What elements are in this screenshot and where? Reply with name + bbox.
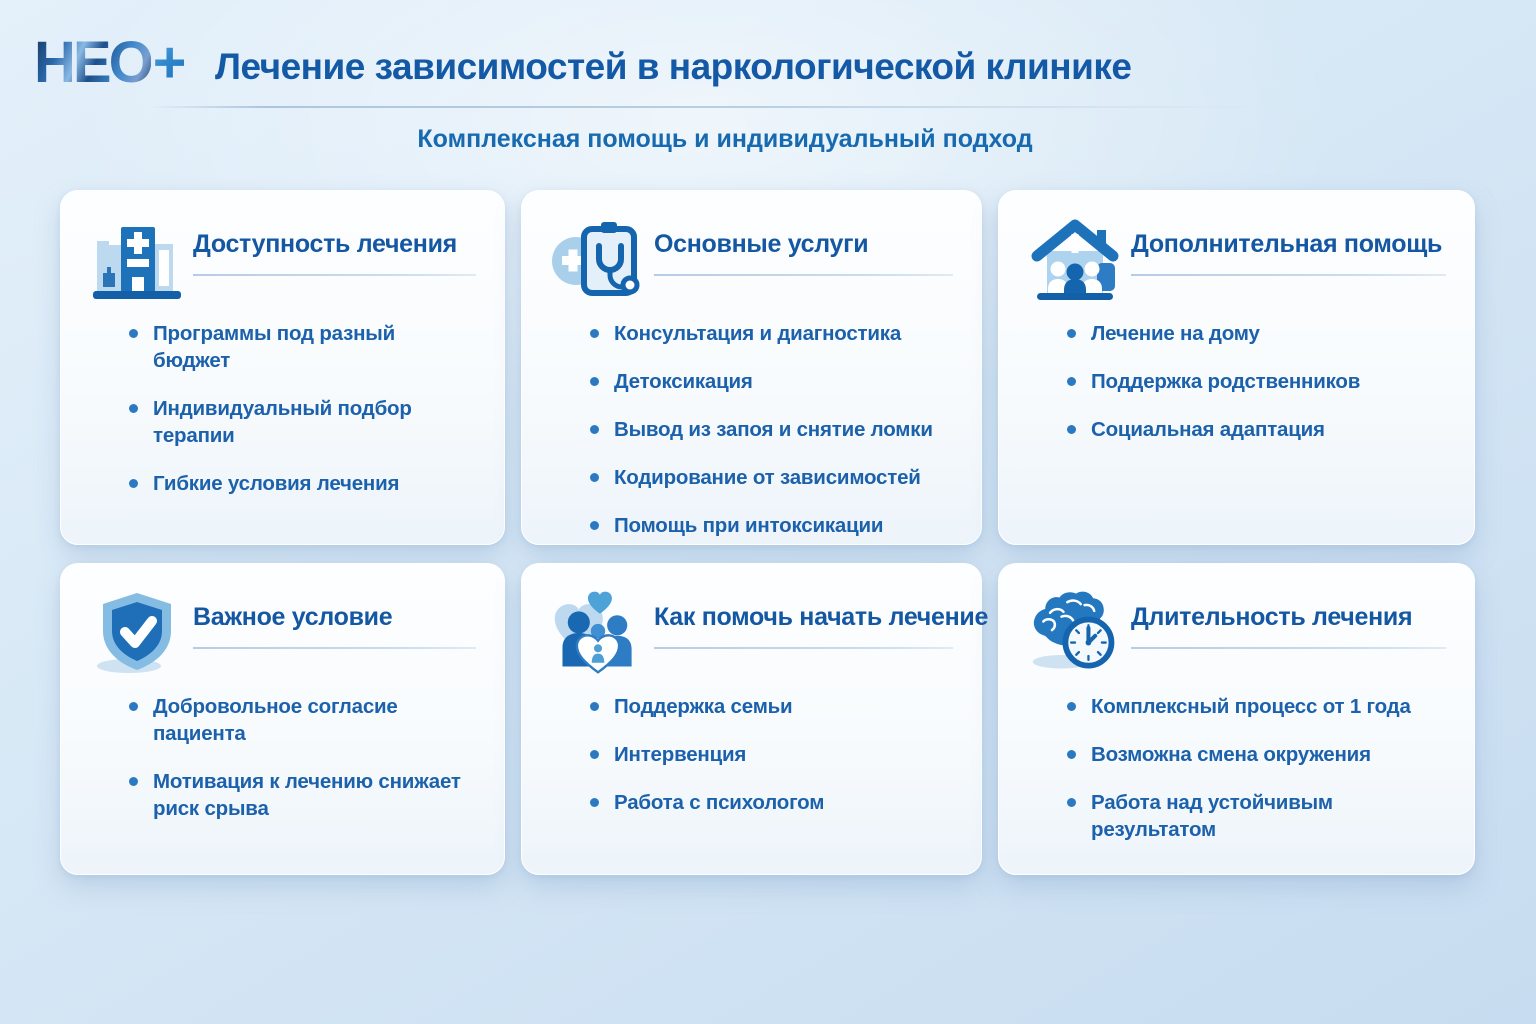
card-header [1027, 588, 1446, 676]
list-item [129, 768, 476, 822]
bullet-dot [590, 329, 599, 338]
list-item-text: Программы под разный бюджет [153, 322, 395, 373]
list-item [590, 416, 953, 443]
list-item-text: Социальная адаптация [1091, 418, 1325, 442]
clinic-logo [34, 30, 184, 95]
card-important-condition [60, 563, 505, 875]
shield-check-icon [89, 588, 185, 676]
bullet-list [550, 693, 953, 816]
list-item-text: Поддержка родственников [1091, 370, 1361, 394]
list-item-text: Интервенция [614, 743, 747, 767]
card-header [89, 588, 476, 676]
list-item-text: Комплексный процесс от 1 года [1091, 695, 1411, 718]
bullet-dot [129, 702, 138, 711]
list-item [1067, 789, 1446, 843]
bullet-dot [129, 479, 138, 488]
bullet-list [550, 320, 953, 539]
list-item [1067, 741, 1446, 768]
card-header [550, 588, 989, 676]
title-block [193, 588, 476, 649]
bullet-dot [129, 404, 138, 413]
list-item-text: Вывод из запоя и снятие ломки [614, 418, 933, 442]
list-item [590, 368, 953, 395]
title-block [1131, 588, 1446, 649]
list-item-text: Индивидуальный подбор терапии [153, 397, 412, 448]
list-item [129, 395, 476, 449]
brain-clock-icon [1027, 588, 1123, 676]
bullet-dot [1067, 425, 1076, 434]
cards-grid [60, 190, 1475, 875]
bullet-dot [1067, 750, 1076, 759]
bullet-dot [129, 777, 138, 786]
list-item [129, 693, 476, 747]
list-item-text: Возможна смена окружения [1091, 743, 1371, 767]
title-block [654, 588, 989, 649]
list-item [590, 741, 953, 768]
list-item-text: Гибкие условия лечения [153, 472, 400, 496]
clipboard-stethoscope-icon [550, 215, 646, 303]
card-title-divider [654, 647, 953, 649]
bullet-dot [590, 702, 599, 711]
card-title-divider [654, 274, 953, 276]
card-title-divider [1131, 647, 1446, 649]
family-heart-icon [550, 588, 646, 676]
bullet-list [1027, 693, 1446, 843]
bullet-dot [590, 750, 599, 759]
list-item [590, 512, 953, 539]
bullet-list [89, 320, 476, 497]
card-treatment-duration [998, 563, 1475, 875]
list-item-text: Мотивация к лечению снижает риск срыва [153, 770, 461, 821]
list-item-text: Лечение на дому [1091, 322, 1260, 345]
page-subtitle: Комплексная помощь и индивидуальный подход [417, 125, 1033, 153]
card-title-divider [1131, 274, 1446, 276]
card-title: Дополнительная помощь [1131, 230, 1443, 258]
bullet-dot [590, 473, 599, 482]
logo-plus-icon: + [152, 30, 184, 95]
card-header [89, 215, 476, 303]
title-block [1131, 215, 1446, 276]
list-item [590, 693, 953, 720]
list-item [129, 320, 476, 374]
list-item [1067, 368, 1446, 395]
list-item-text: Помощь при интоксикации [614, 514, 884, 538]
bullet-list [89, 693, 476, 822]
bullet-dot [590, 798, 599, 807]
card-title: Основные услуги [654, 230, 869, 258]
card-title: Важное условие [193, 603, 393, 631]
bullet-dot [1067, 377, 1076, 386]
card-title-divider [193, 647, 476, 649]
bullet-dot [1067, 329, 1076, 338]
title-block [193, 215, 476, 276]
card-additional-help [998, 190, 1475, 545]
home-care-icon [1027, 215, 1123, 303]
list-item-text: Детоксикация [614, 370, 753, 394]
list-item [590, 464, 953, 491]
bullet-dot [129, 329, 138, 338]
bullet-dot [590, 521, 599, 530]
list-item [1067, 416, 1446, 443]
list-item [590, 789, 953, 816]
list-item [1067, 693, 1446, 720]
header-divider [150, 106, 1255, 108]
list-item [590, 320, 953, 347]
card-main-services [521, 190, 982, 545]
bullet-dot [590, 425, 599, 434]
bullet-dot [590, 377, 599, 386]
card-title: Длительность лечения [1131, 603, 1413, 631]
list-item [129, 470, 476, 497]
card-how-to-start [521, 563, 989, 875]
card-header [550, 215, 953, 303]
logo-text: НЕО [34, 30, 151, 95]
bullet-dot [1067, 702, 1076, 711]
list-item-text: Работа над устойчивым результатом [1091, 791, 1333, 842]
card-title: Доступность лечения [193, 230, 457, 258]
card-treatment-availability [60, 190, 505, 545]
card-header [1027, 215, 1446, 303]
list-item-text: Поддержка семьи [614, 695, 793, 718]
bullet-list [1027, 320, 1446, 443]
card-title-divider [193, 274, 476, 276]
hospital-icon [89, 215, 185, 303]
list-item-text: Работа с психологом [614, 791, 825, 815]
list-item-text: Добровольное согласие пациента [153, 695, 398, 746]
list-item [1067, 320, 1446, 347]
page-title: Лечение зависимостей в наркологической клинике [215, 46, 1132, 87]
list-item-text: Кодирование от зависимостей [614, 466, 921, 490]
list-item-text: Консультация и диагностика [614, 322, 902, 345]
bullet-dot [1067, 798, 1076, 807]
card-title: Как помочь начать лечение [654, 603, 989, 631]
title-block [654, 215, 953, 276]
